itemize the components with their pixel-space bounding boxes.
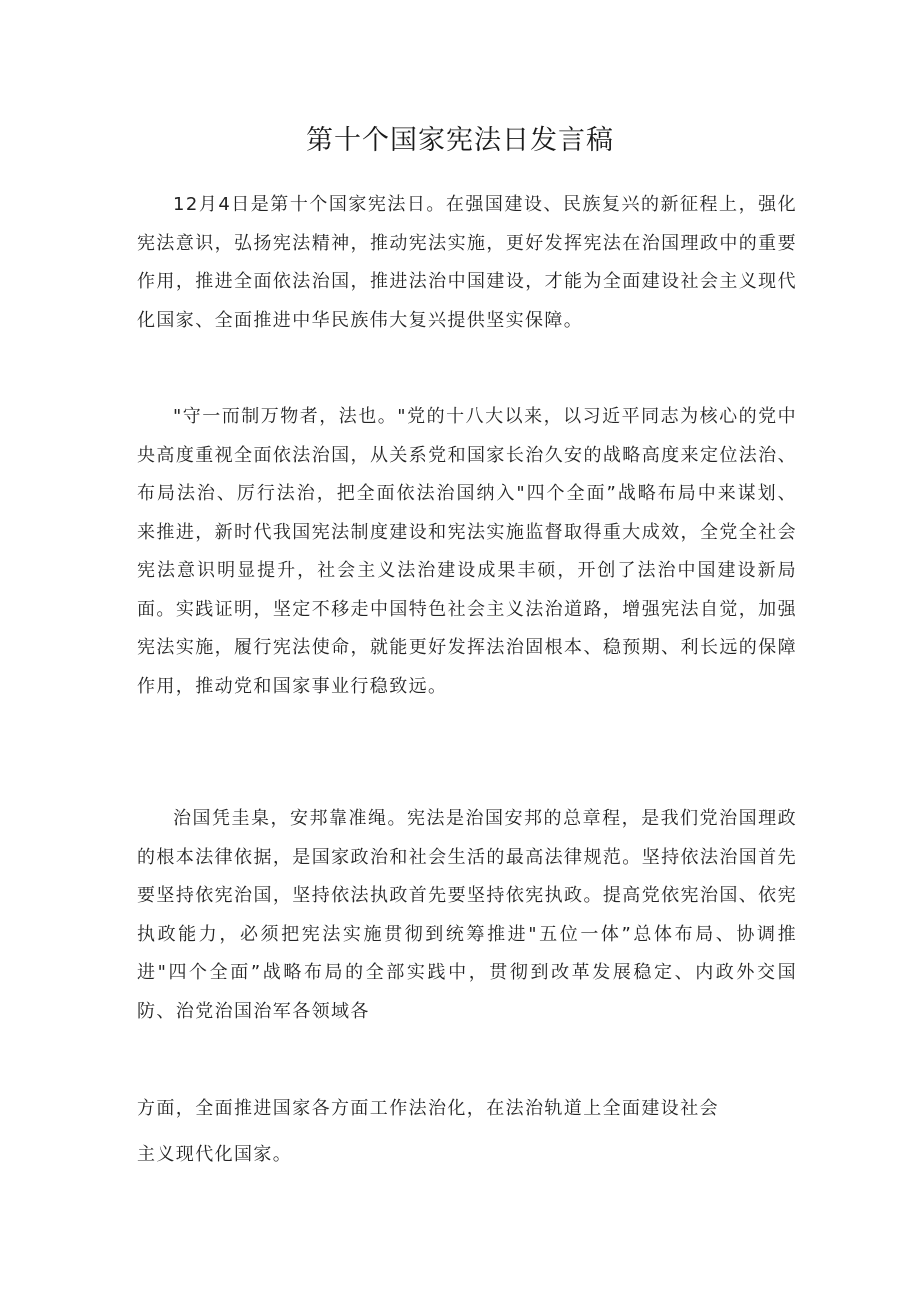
paragraph-2: "守一而制万物者，法也。"党的十八大以来，以习近平同志为核心的党中央高度重视全面依法治国，从关系党和国家长治久安的战略高度来定位法治、布局法治、厉行法治，把全面依法治国纳入"四个全面”战略布局中来谋划、来推进，新时代我国宪法制度建设和宪法实施监督取得重大成效，全党全社会宪法意识明显提升，社会主义法治建设成果丰硕，开创了法治中国建设新局面。实践证明，坚定不移走中国特色社会主义法治道路，增强宪法自觉，加强宪法实施，履行宪法使命，就能更好发挥法治固根本、稳预期、利长远的保障作用，推动党和国家事业行稳致远。 xyxy=(137,406,797,697)
trailing-line-1: 方面，全面推进国家各方面工作法治化，在法治轨道上全面建设社会 xyxy=(137,1098,719,1119)
document-title: 第十个国家宪法日发言稿 xyxy=(306,125,614,156)
paragraph-1: 12月4日是第十个国家宪法日。在强国建设、民族复兴的新征程上，强化宪法意识，弘扬宪法精神，推动宪法实施，更好发挥宪法在治国理政中的重要作用，推进全面依法治国，推进法治中国建设，才能为全面建设社会主义现代化国家、全面推进中华民族伟大复兴提供坚实保障。 xyxy=(137,194,797,331)
trailing-line-2: 主义现代化国家。 xyxy=(137,1144,293,1165)
paragraph-3: 治国凭圭臬，安邦靠准绳。宪法是治国安邦的总章程，是我们党治国理政的根本法律依据，是国家政治和社会生活的最高法律规范。坚持依法治国首先要坚持依宪治国，坚持依法执政首先要坚持依宪执政。提高党依宪治国、依宪执政能力，必须把宪法实施贯彻到统筹推进"五位一体”总体布局、协调推进"四个全面”战略布局的全部实践中，贯彻到改革发展稳定、内政外交国防、治党治国治军各领域各 xyxy=(137,808,797,1022)
